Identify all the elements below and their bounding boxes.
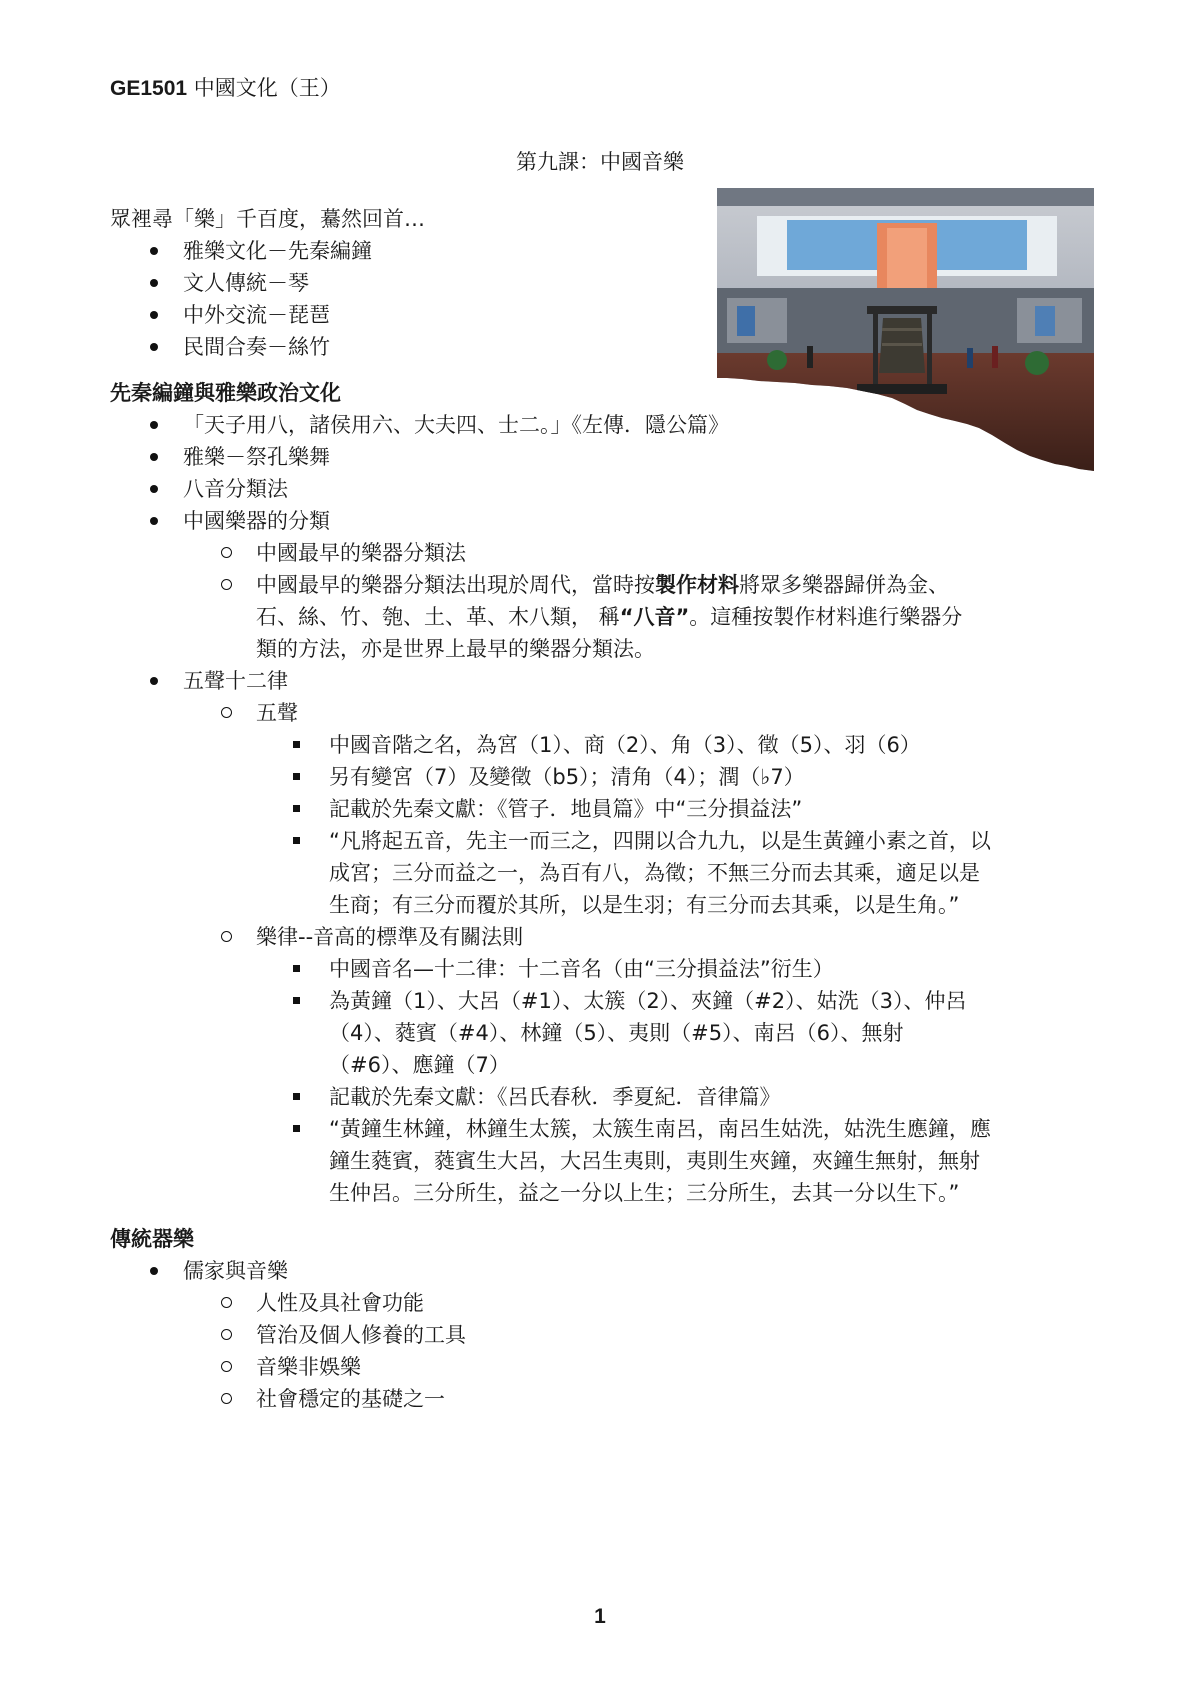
- list-item: 五聲十二律: [110, 665, 1110, 697]
- square-bullet-icon: [293, 741, 300, 748]
- list-item-continuation: 石、絲、竹、匏、土、革、木八類， 稱“八音”。這種按製作材料進行樂器分: [256, 605, 963, 629]
- list-item: 五聲: [110, 697, 1110, 729]
- list-item-continuation: 鐘生蕤賓，蕤賓生大呂，大呂生夷則，夷則生夾鐘，夾鐘生無射，無射: [329, 1149, 980, 1173]
- circle-bullet-icon: [221, 1297, 232, 1308]
- list-item: 為黃鐘（1）、大呂（#1）、太簇（2）、夾鐘（#2）、姑洗（3）、仲呂: [110, 985, 1110, 1017]
- list-item: 中國音名—十二律：十二音名（由“三分損益法”衍生）: [110, 953, 1110, 985]
- list-item: 儒家與音樂: [110, 1255, 1110, 1287]
- bullet-icon: [150, 279, 158, 287]
- square-bullet-icon: [293, 805, 300, 812]
- page-number: 1: [594, 1605, 606, 1628]
- list-item-continuation: 類的方法，亦是世界上最早的樂器分類法。: [256, 637, 655, 661]
- bullet-icon: [150, 343, 158, 351]
- list-item: 中外交流－琵琶: [110, 299, 1110, 331]
- circle-bullet-icon: [221, 931, 232, 942]
- list-item: 中國音階之名，為宮（1）、商（2）、角（3）、徵（5）、羽（6）: [110, 729, 1110, 761]
- list-item-continuation: （4）、蕤賓（#4）、林鐘（5）、夷則（#5）、南呂（6）、無射: [329, 1021, 904, 1045]
- bullet-icon: [150, 677, 158, 685]
- square-bullet-icon: [293, 965, 300, 972]
- list-item: 雅樂－祭孔樂舞: [110, 441, 1110, 473]
- square-bullet-icon: [293, 1125, 300, 1132]
- circle-bullet-icon: [221, 1361, 232, 1372]
- bullet-icon: [150, 1267, 158, 1275]
- list-item: 中國樂器的分類: [110, 505, 1110, 537]
- list-item: 記載於先秦文獻：《管子．地員篇》中“三分損益法”: [110, 793, 1110, 825]
- bullet-icon: [150, 453, 158, 461]
- square-bullet-icon: [293, 773, 300, 780]
- list-item: 樂律--音高的標準及有關法則: [110, 921, 1110, 953]
- list-item: 中國最早的樂器分類法出現於周代，當時按製作材料將眾多樂器歸併為金、: [110, 569, 1110, 601]
- square-bullet-icon: [293, 837, 300, 844]
- circle-bullet-icon: [221, 547, 232, 558]
- circle-bullet-icon: [221, 1393, 232, 1404]
- circle-bullet-icon: [221, 1329, 232, 1340]
- section-heading: 傳統器樂: [110, 1227, 194, 1251]
- list-item: 中國最早的樂器分類法: [110, 537, 1110, 569]
- list-item-continuation: 成宮；三分而益之一，為百有八，為徵；不無三分而去其乘，適足以是: [329, 861, 980, 885]
- list-item: 音樂非娛樂: [110, 1351, 1110, 1383]
- course-title: 中國文化（王）: [193, 76, 341, 100]
- bullet-icon: [150, 247, 158, 255]
- list-item: 文人傳統－琴: [110, 267, 1110, 299]
- list-item-continuation: 生商；有三分而覆於其所，以是生羽；有三分而去其乘，以是生角。”: [329, 893, 960, 917]
- bullet-icon: [150, 517, 158, 525]
- circle-bullet-icon: [221, 579, 232, 590]
- lesson-title: 第九課：中國音樂: [516, 150, 684, 174]
- list-item: 八音分類法: [110, 473, 1110, 505]
- bullet-icon: [150, 485, 158, 493]
- section-heading: 先秦編鐘與雅樂政治文化: [110, 381, 341, 405]
- bullet-icon: [150, 421, 158, 429]
- page-header: [110, 72, 341, 102]
- main-content: [110, 203, 1110, 1415]
- list-item: 民間合奏－絲竹: [110, 331, 1110, 363]
- list-item: 另有變宮（7）及變徵（b5）；清角（4）；潤（♭7）: [110, 761, 1110, 793]
- list-item: 「天子用八，諸侯用六、大夫四、士二。」《左傳．隱公篇》: [110, 409, 1110, 441]
- list-item: 人性及具社會功能: [110, 1287, 1110, 1319]
- circle-bullet-icon: [221, 707, 232, 718]
- square-bullet-icon: [293, 1093, 300, 1100]
- list-item: “凡將起五音，先主一而三之，四開以合九九，以是生黃鐘小素之首，以: [110, 825, 1110, 857]
- bullet-icon: [150, 311, 158, 319]
- intro-text: 眾裡尋「樂」千百度，驀然回首…: [110, 207, 425, 231]
- course-code: GE1501: [110, 77, 188, 100]
- list-item: 記載於先秦文獻：《呂氏春秋．季夏紀．音律篇》: [110, 1081, 1110, 1113]
- list-item-continuation: 生仲呂。三分所生，益之一分以上生；三分所生，去其一分以生下。”: [329, 1181, 960, 1205]
- list-item: “黃鐘生林鐘，林鐘生太簇，太簇生南呂，南呂生姑洗，姑洗生應鐘，應: [110, 1113, 1110, 1145]
- list-item: 雅樂文化－先秦編鐘: [110, 235, 1110, 267]
- square-bullet-icon: [293, 997, 300, 1004]
- list-item: 社會穩定的基礎之一: [110, 1383, 1110, 1415]
- list-item: 管治及個人修養的工具: [110, 1319, 1110, 1351]
- list-item-continuation: （#6）、應鐘（7）: [329, 1053, 510, 1077]
